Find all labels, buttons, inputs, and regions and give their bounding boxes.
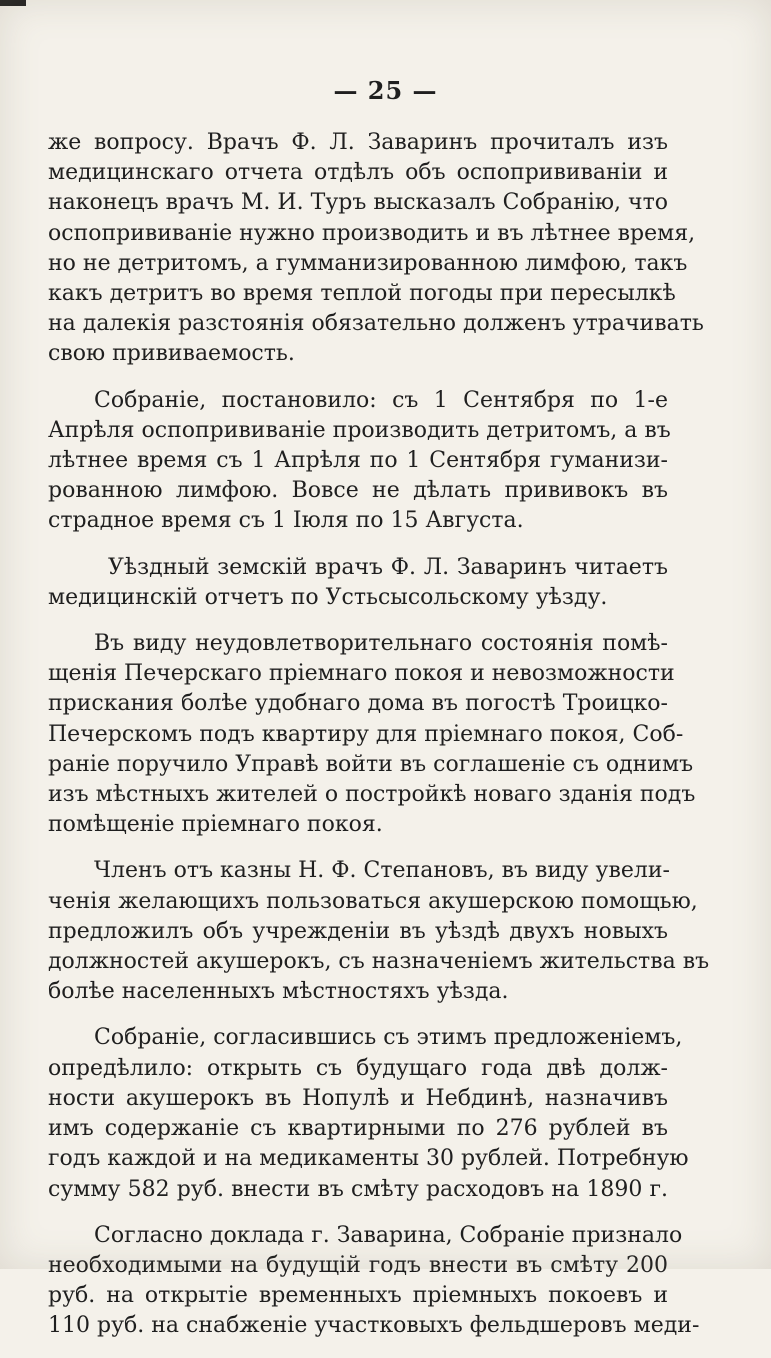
- text-line: страдное время съ 1 Іюля по 15 Августа.: [48, 508, 524, 534]
- text-line: должностей акушерокъ, съ назначеніемъ жительства въ: [48, 949, 710, 975]
- text-line: имъ содержаніе съ квартирными по 276 рублей въ: [48, 1116, 668, 1142]
- text-line: 110 руб. на снабженіе участковыхъ фельдшеровъ меди-: [48, 1313, 700, 1339]
- text-line: руб. на открытіе временныхъ пріемныхъ покоевъ и: [48, 1283, 668, 1309]
- text-line: лѣтнее время съ 1 Апрѣля по 1 Сентября гуманизи-: [48, 448, 668, 474]
- text-line: изъ мѣстныхъ жителей о постройкѣ новаго зданія подъ: [48, 782, 696, 808]
- text-line: помѣщеніе пріемнаго покоя.: [48, 812, 383, 838]
- paragraph: [48, 553, 668, 613]
- paragraph: [48, 128, 704, 370]
- text-line: оспопрививаніе нужно производить и въ лѣтнее время,: [48, 220, 696, 246]
- text-line: же вопросу. Врачъ Ф. Л. Заваринъ прочиталъ изъ: [48, 130, 668, 155]
- paragraph: [48, 1221, 700, 1342]
- text-line: наконецъ врачъ М. И. Туръ высказалъ Собранію, что: [48, 190, 668, 216]
- text-line: Уѣздный земскій врачъ Ф. Л. Заваринъ читаетъ: [108, 554, 668, 580]
- text-line: раніе поручило Управѣ войти въ соглашеніе съ однимъ: [48, 751, 694, 777]
- text-line: Членъ отъ казны Н. Ф. Степановъ, въ виду увели-: [94, 858, 670, 884]
- paragraph: [48, 856, 710, 1007]
- text-line: медицинскій отчетъ по Устьсысольскому уѣзду.: [48, 584, 608, 610]
- text-line: Апрѣля оспопрививаніе производить детритомъ, а въ: [48, 417, 671, 443]
- text-line: на далекія разстоянія обязательно долженъ утрачивать: [48, 311, 704, 337]
- text-line: Собраніе, согласившись съ этимъ предложеніемъ,: [94, 1025, 683, 1051]
- text-line: прискания болѣе удобнаго дома въ погостѣ Троицко-: [48, 691, 668, 717]
- text-line: предложилъ объ учрежденіи въ уѣздѣ двухъ новыхъ: [48, 918, 668, 944]
- text-line: Собраніе, постановило: съ 1 Сентября по 1-е: [94, 387, 668, 413]
- text-line: болѣе населенныхъ мѣстностяхъ уѣзда.: [48, 979, 509, 1005]
- text-line: ченія желающихъ пользоваться акушерскою помощью,: [48, 888, 698, 914]
- text-line: опредѣлило: открыть съ будущаго года двѣ долж-: [48, 1055, 668, 1081]
- paragraph: [48, 629, 696, 840]
- text-line: свою прививаемость.: [48, 341, 295, 367]
- text-line: ности акушерокъ въ Нопулѣ и Небдинѣ, назначивъ: [48, 1085, 668, 1111]
- text-line: Печерскомъ подъ квартиру для пріемнаго покоя, Соб-: [48, 721, 684, 747]
- text-line: щенія Печерскаго пріемнаго покоя и невозможности: [48, 661, 675, 687]
- text-line: Въ виду неудовлетворительнаго состоянія помѣ-: [94, 631, 668, 657]
- paragraph: [48, 1023, 689, 1204]
- text-line: рованною лимфою. Вовсе не дѣлать прививокъ въ: [48, 478, 668, 504]
- text-line: необходимыми на будущій годъ внести въ смѣту 200: [48, 1252, 668, 1278]
- text-line: какъ детритъ во время теплой погоды при пересылкѣ: [48, 281, 676, 307]
- text-line: сумму 582 руб. внести въ смѣту расходовъ на 1890 г.: [48, 1176, 668, 1202]
- body-text: [48, 128, 710, 1358]
- text-line: но не детритомъ, а гумманизированною лимфою, такъ: [48, 250, 688, 276]
- page-number: — 25 —: [333, 76, 438, 105]
- text-line: годъ каждой и на медикаменты 30 рублей. Потребную: [48, 1146, 689, 1172]
- text-line: Согласно доклада г. Заварина, Собраніе признало: [94, 1222, 683, 1248]
- page-corner-mark: [0, 0, 26, 6]
- paragraph: [48, 386, 671, 537]
- text-line: медицинскаго отчета отдѣлъ объ оспопрививаніи и: [48, 160, 668, 186]
